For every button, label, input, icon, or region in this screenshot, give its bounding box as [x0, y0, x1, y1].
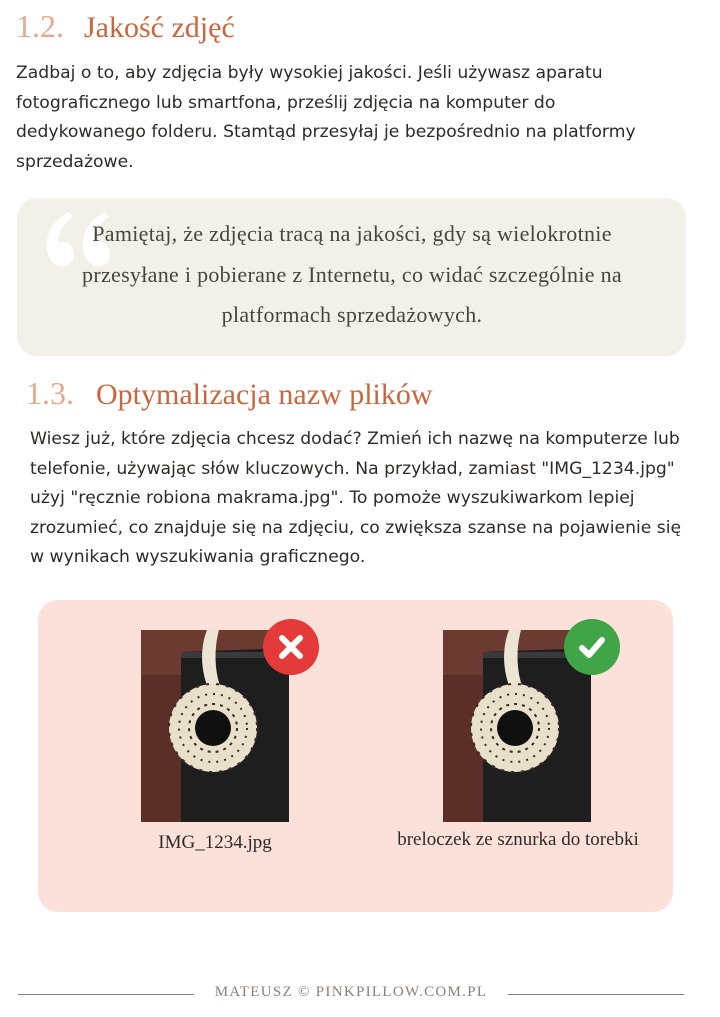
section-number: 1.3. [26, 375, 74, 411]
section-body: Zadbaj o to, aby zdjęcia były wysokiej jakości. Jeśli używasz aparatu fotograficznego lub smartfona, prześlij zdjęcia na komputer do dedykowanego folderu. Stamtąd przesyłaj je bezpośrednio na platformy sprzedażowe. [16, 63, 636, 172]
bad-filename-caption: IMG_1234.jpg [158, 832, 272, 853]
good-filename-caption: breloczek ze sznurka do torebki [397, 829, 639, 850]
footer-divider-right [508, 994, 684, 995]
section-number: 1.2. [16, 8, 64, 44]
footer-divider-left [18, 994, 194, 995]
section-heading-1-2 [16, 8, 235, 45]
section-title: Jakość zdjęć [84, 11, 235, 44]
section-title: Optymalizacja nazw plików [96, 378, 433, 411]
quote-box [17, 198, 686, 356]
filename-example-box [38, 600, 673, 912]
section-heading-1-3 [26, 375, 433, 412]
check-icon [564, 619, 620, 675]
quote-text: Pamiętaj, że zdjęcia tracą na jakości, gdy są wielokrotnie przesyłane i pobierane z Internetu, co widać szczególnie na platformach sprzedażowych. [82, 221, 622, 327]
section-body: Wiesz już, które zdjęcia chcesz dodać? Zmień ich nazwę na komputerze lub telefonie, używając słów kluczowych. Na przykład, zamiast "IMG_1234.jpg" użyj "ręcznie robiona makrama.jpg". To pomoże wyszukiwarkom lepiej zrozumieć, co znajduje się na zdjęciu, co zwiększa szanse na pojawienie się w wynikach wyszukiwania graficznego. [30, 429, 682, 568]
footer-credit: MATEUSZ © PINKPILLOW.COM.PL [214, 984, 488, 1000]
cross-icon [263, 619, 319, 675]
